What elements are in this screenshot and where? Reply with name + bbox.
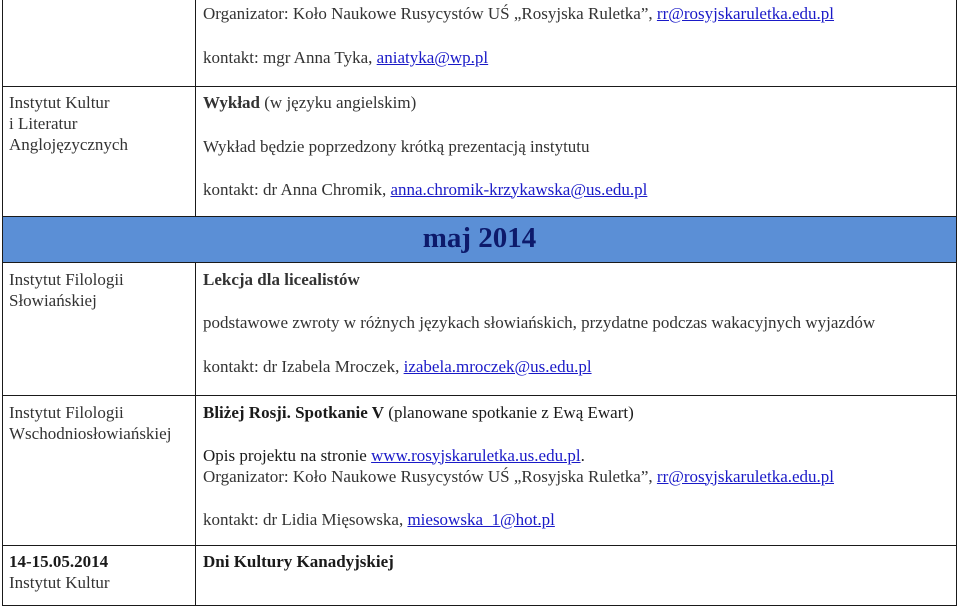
contact-line — [203, 47, 956, 68]
institute-line: Instytut Filologii — [9, 269, 124, 289]
institute-line: Słowiańskiej — [9, 290, 97, 310]
project-line — [203, 445, 956, 466]
institute-name — [9, 269, 195, 311]
event-title-rest: (planowane spotkanie z Ewą Ewart) — [384, 402, 634, 422]
institute-cell — [3, 395, 196, 545]
organizer-line — [203, 3, 956, 24]
event-title — [203, 92, 956, 113]
month-header: maj 2014 — [3, 216, 957, 262]
event-title-bold: Dni Kultury Kanadyjskiej — [203, 551, 394, 571]
organizer-line — [203, 466, 956, 487]
contact-email-link[interactable]: izabela.mroczek@us.edu.pl — [403, 356, 592, 376]
event-date: 14-15.05.2014 — [9, 551, 109, 571]
institute-line: Instytut Filologii — [9, 402, 124, 422]
project-link[interactable]: www.rosyjskaruletka.us.edu.pl — [371, 445, 581, 465]
organizer-email-link[interactable]: rr@rosyjskaruletka.edu.pl — [656, 4, 835, 23]
event-details-cell — [196, 0, 957, 86]
institute-line: Instytut Kultur — [9, 572, 110, 592]
institute-cell — [3, 262, 196, 395]
event-details-cell — [196, 86, 957, 216]
event-row-wschodnioslowianskiej — [3, 395, 957, 545]
contact-email-link[interactable]: anna.chromik-krzykawska@us.edu.pl — [390, 179, 648, 199]
event-row-anglojezycznych — [3, 86, 957, 216]
contact-text: kontakt: dr Izabela Mroczek, — [203, 356, 404, 376]
institute-name — [9, 92, 195, 155]
event-title — [203, 402, 956, 423]
event-row-slowianskiej — [3, 262, 957, 395]
contact-text: kontakt: dr Lidia Mięsowska, — [203, 509, 408, 529]
event-title — [203, 269, 956, 290]
institute-cell — [3, 545, 196, 605]
organizer-text: Organizator: Koło Naukowe Rusycystów UŚ „Rosyjska Ruletka”, — [203, 466, 657, 486]
institute-name — [9, 551, 195, 593]
contact-email-link[interactable]: aniatyka@wp.pl — [376, 48, 489, 67]
event-description: Wykład będzie poprzedzony krótką prezentacją instytutu — [203, 136, 590, 156]
institute-cell — [3, 86, 196, 216]
institute-name — [9, 402, 195, 444]
institute-line: Wschodniosłowiańskiej — [9, 423, 172, 443]
contact-line — [203, 179, 956, 200]
contact-text: kontakt: dr Anna Chromik, — [203, 179, 391, 199]
event-details-cell — [196, 262, 957, 395]
contact-line — [203, 356, 956, 377]
project-suffix: . — [580, 445, 585, 465]
contact-text: kontakt: mgr Anna Tyka, — [203, 48, 377, 67]
event-description: podstawowe zwroty w różnych językach słowiańskich, przydatne podczas wakacyjnych wyjazdów — [203, 312, 876, 332]
organizer-text: Organizator: Koło Naukowe Rusycystów UŚ „Rosyjska Ruletka”, — [203, 4, 657, 23]
event-details-cell — [196, 395, 957, 545]
event-row-rusycystow-cont — [3, 0, 957, 86]
event-title-bold: Bliżej Rosji. — [203, 402, 291, 422]
month-header-row — [3, 216, 957, 262]
institute-line: Instytut Kultur — [9, 92, 110, 112]
contact-email-link[interactable]: miesowska_1@hot.pl — [407, 509, 555, 529]
event-title — [203, 551, 956, 572]
event-row-kanadyjskiej — [3, 545, 957, 605]
event-title-bold: Wykład — [203, 92, 261, 112]
event-details-cell — [196, 545, 957, 605]
institute-line: Anglojęzycznych — [9, 134, 128, 154]
event-title-bold: Lekcja dla licealistów — [203, 269, 360, 289]
project-text: Opis projektu na stronie — [203, 445, 372, 465]
institute-line: i Literatur — [9, 113, 78, 133]
institute-cell-empty — [3, 0, 196, 86]
event-title-rest: (w języku angielskim) — [260, 92, 417, 112]
events-table — [2, 0, 957, 606]
organizer-email-link[interactable]: rr@rosyjskaruletka.edu.pl — [656, 466, 835, 486]
event-title-bold: Spotkanie V — [290, 402, 385, 422]
contact-line — [203, 509, 956, 530]
